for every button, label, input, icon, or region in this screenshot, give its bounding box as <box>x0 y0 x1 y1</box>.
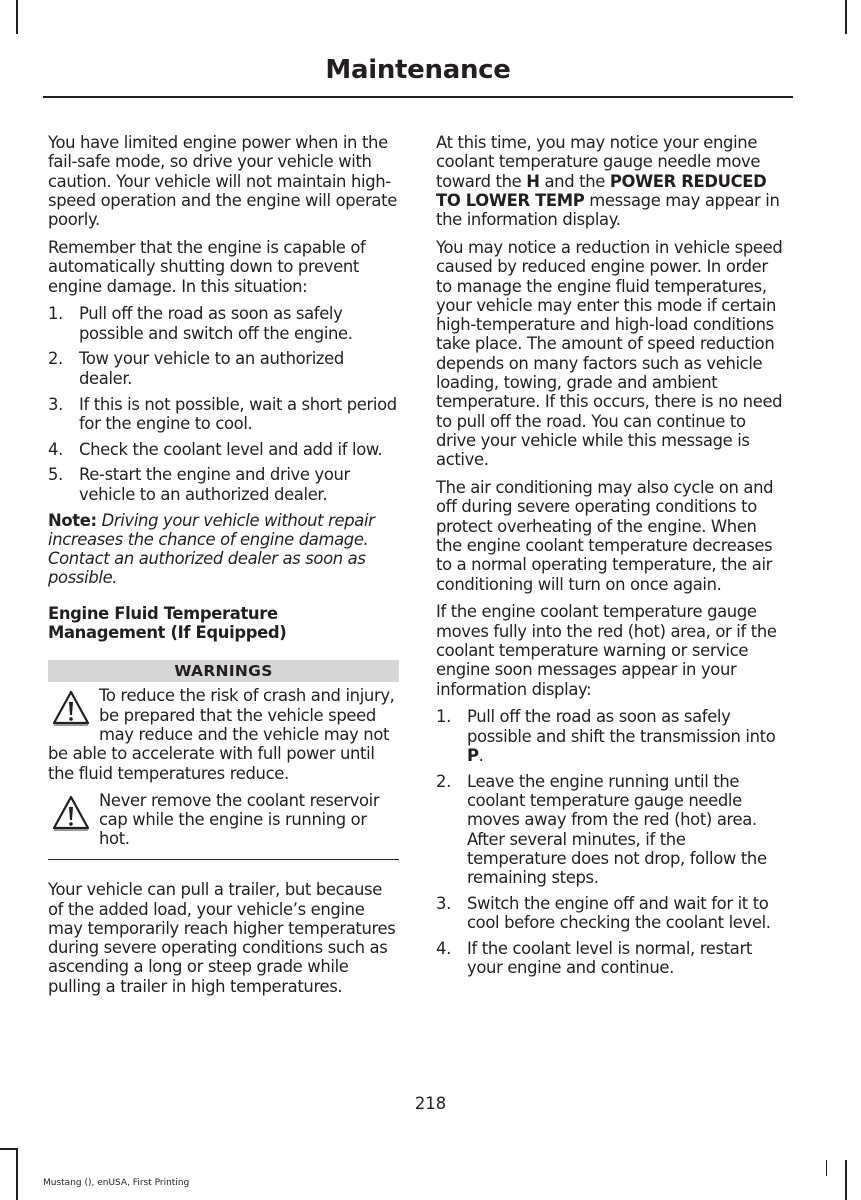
list-item <box>436 707 787 765</box>
right-column <box>436 133 787 984</box>
display-message: POWER REDUCED TO LOWER TEMP <box>436 171 767 210</box>
text-run: and the <box>539 171 610 191</box>
list-item <box>48 465 399 504</box>
list-text <box>467 707 787 765</box>
left-column <box>48 133 399 1004</box>
crop-mark <box>845 0 847 34</box>
note-label: Note: <box>48 510 97 530</box>
section-heading-line: Management (If Equipped) <box>48 623 287 643</box>
list-item <box>436 939 787 978</box>
list-text: Tow your vehicle to an authorized dealer. <box>79 349 344 388</box>
warning-item <box>48 791 399 849</box>
text-run: message may appear in the information display. <box>436 190 780 230</box>
list-item <box>436 772 787 888</box>
warning-triangle-icon <box>51 794 91 832</box>
paragraph: You have limited engine power when in the fail-safe mode, so drive your vehicle with caution. Your vehicle will not maintain high-speed operation and the engine will operate poorly. <box>48 133 397 230</box>
warnings-header: WARNINGS <box>48 660 399 682</box>
crop-mark <box>826 1160 827 1176</box>
list-number: 3. <box>436 893 451 913</box>
warnings-divider <box>48 859 399 861</box>
header-divider <box>43 96 793 98</box>
warning-text: Never remove the coolant reservoir cap while the engine is running or hot. <box>99 790 380 849</box>
crop-mark <box>16 1148 18 1200</box>
list-item <box>48 349 399 388</box>
crop-mark <box>845 1160 847 1200</box>
list-text: Leave the engine running until the coolant temperature gauge needle moves away from the red (hot) area. After several minutes, if the temperature does not drop, follow the remaining steps. <box>467 771 767 888</box>
page-number: 218 <box>414 1094 447 1113</box>
list-item <box>48 304 399 343</box>
page-title: Maintenance <box>325 55 511 85</box>
list-item <box>48 440 399 459</box>
gauge-letter: H <box>526 171 540 191</box>
text-run: At this time, you may notice your engine coolant temperature gauge needle move toward the <box>436 133 761 191</box>
warning-item <box>48 686 399 782</box>
crop-mark <box>16 0 18 34</box>
warning-text: To reduce the risk of crash and injury, be prepared that the vehicle speed may reduce and the vehicle may not be able to accelerate with full power until the fluid temperatures reduce. <box>48 686 395 783</box>
footer-text: Mustang (), enUSA, First Printing <box>43 1178 190 1188</box>
list-number: 1. <box>48 304 63 324</box>
list-item <box>436 894 787 933</box>
list-text: Check the coolant level and add if low. <box>79 439 383 459</box>
paragraph: The air conditioning may also cycle on and off during severe operating conditions to protect overheating of the engine. When the engine coolant temperature decreases to a normal operating temperature, the air conditioning will turn on once again. <box>436 478 774 594</box>
text-run: . <box>478 745 484 765</box>
section-heading <box>48 604 399 643</box>
text-run: Pull off the road as soon as safely possible and shift the transmission into <box>467 707 776 746</box>
list-number: 1. <box>436 707 451 727</box>
list-text: Pull off the road as soon as safely possible and switch off the engine. <box>79 304 353 343</box>
warning-triangle-icon <box>51 689 91 727</box>
list-number: 3. <box>48 394 63 414</box>
list-text: If the coolant level is normal, restart your engine and continue. <box>467 939 752 978</box>
list-text: Switch the engine off and wait for it to cool before checking the coolant level. <box>467 893 771 933</box>
list-number: 5. <box>48 465 63 485</box>
list-number: 4. <box>48 439 63 459</box>
paragraph: Your vehicle can pull a trailer, but because of the added load, your vehicle’s engine may temporarily reach higher temperatures during severe operating conditions such as ascending a long or steep grade while pulling a trailer in high temperatures. <box>48 880 396 996</box>
crop-mark <box>0 1148 16 1150</box>
list-number: 2. <box>436 771 451 791</box>
note-text: Driving your vehicle without repair increases the chance of engine damage. Contact an authorized dealer as soon as possible. <box>48 510 375 588</box>
section-heading-line: Engine Fluid Temperature <box>48 603 278 623</box>
list-text: If this is not possible, wait a short period for the engine to cool. <box>79 394 397 433</box>
paragraph <box>436 133 787 229</box>
gear-letter: P <box>467 745 479 765</box>
paragraph: You may notice a reduction in vehicle speed caused by reduced engine power. In order to manage the engine fluid temperatures, your vehicle may enter this mode if certain high-temperature and high-load conditions take place. The amount of speed reduction depends on many factors such as vehicle loading, towing, grade and ambient temperature. If this occurs, there is no need to pull off the road. You can continue to drive your vehicle while this message is active. <box>436 237 783 470</box>
list-number: 4. <box>436 939 451 959</box>
note <box>48 511 399 588</box>
list-text: Re-start the engine and drive your vehicle to an authorized dealer. <box>79 465 350 504</box>
paragraph: If the engine coolant temperature gauge moves fully into the red (hot) area, or if the coolant temperature warning or service engine soon messages appear in your information display: <box>436 602 777 699</box>
list-item <box>48 395 399 434</box>
list-number: 2. <box>48 349 63 369</box>
paragraph: Remember that the engine is capable of automatically shutting down to prevent engine damage. In this situation: <box>48 237 366 296</box>
